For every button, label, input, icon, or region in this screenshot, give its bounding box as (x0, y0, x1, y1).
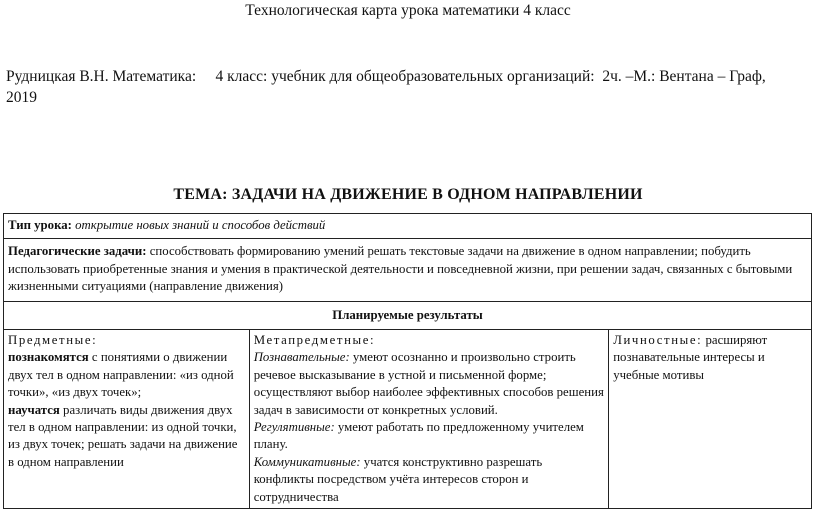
pedagogical-tasks-label: Педагогические задачи: (8, 244, 147, 259)
textbook-reference-year: 2019 (6, 89, 37, 106)
communicative-label: Коммуникативные: (253, 454, 361, 469)
regulatory-label: Регулятивные: (253, 420, 335, 435)
communicative-text: учатся конструктивно разрешать конфликты посредством учёта интересов сторон и сотрудничества (253, 454, 543, 504)
regulatory-text: умеют работать по предложенному учителем плану. (253, 420, 584, 452)
planned-results-heading: Планируемые результаты (4, 301, 812, 329)
lesson-topic: ТЕМА: ЗАДАЧИ НА ДВИЖЕНИЕ В ОДНОМ НАПРАВЛЕНИИ (173, 186, 643, 203)
results-row (4, 330, 812, 509)
cognitive-label: Познавательные: (253, 350, 350, 365)
document-title: Технологическая карта урока математики 4 класс (245, 2, 571, 19)
personal-results-heading: Личностные: (613, 333, 703, 348)
planned-results-header-row (4, 301, 812, 329)
pedagogical-tasks-text: способствовать формированию умений решать текстовые задачи на движение в одном направлении; побудить использовать приобретенные знания и умения в практической деятельности и повседневной жизни, при решении задач, связанных с бытовыми жизненными ситуациями (направление движения) (8, 244, 793, 294)
lesson-type-row (4, 214, 812, 239)
lesson-card-table (3, 213, 812, 509)
skill-label: научатся (8, 402, 60, 417)
personal-results-cell (609, 330, 812, 509)
subject-results-heading: Предметные: (8, 333, 98, 348)
subject-results-cell (4, 330, 250, 509)
learn-label: познакомятся (8, 350, 89, 365)
cognitive-text: умеют осознанно и произвольно строить речевое высказывание в устной и письменной форме; осуществляют выбор наиболее эффективных способов решения задач в зависимости от конкретных условий. (253, 350, 604, 417)
skill-text: различать виды движения двух тел в одном направлении: из одной точки, из двух точек; решать задачи на движение в одном направлении (8, 402, 238, 469)
personal-results-text: расширяют познавательные интересы и учебные мотивы (613, 333, 768, 382)
pedagogical-tasks-row (4, 239, 812, 301)
learn-text: с понятиями о движении двух тел в одном направлении: «из одной точки», «из двух точек»; (8, 350, 234, 400)
meta-results-heading: Метапредметные: (253, 333, 376, 348)
lesson-type-label: Тип урока: (8, 218, 72, 232)
lesson-type-value: открытие новых знаний и способов действий (75, 218, 326, 232)
textbook-reference-line: Рудницкая В.Н. Математика: 4 класс: учебник для общеобразовательных организаций: 2ч. –М.: Вентана – Граф, (6, 68, 766, 85)
meta-results-cell (249, 330, 609, 509)
textbook-reference (6, 66, 810, 108)
